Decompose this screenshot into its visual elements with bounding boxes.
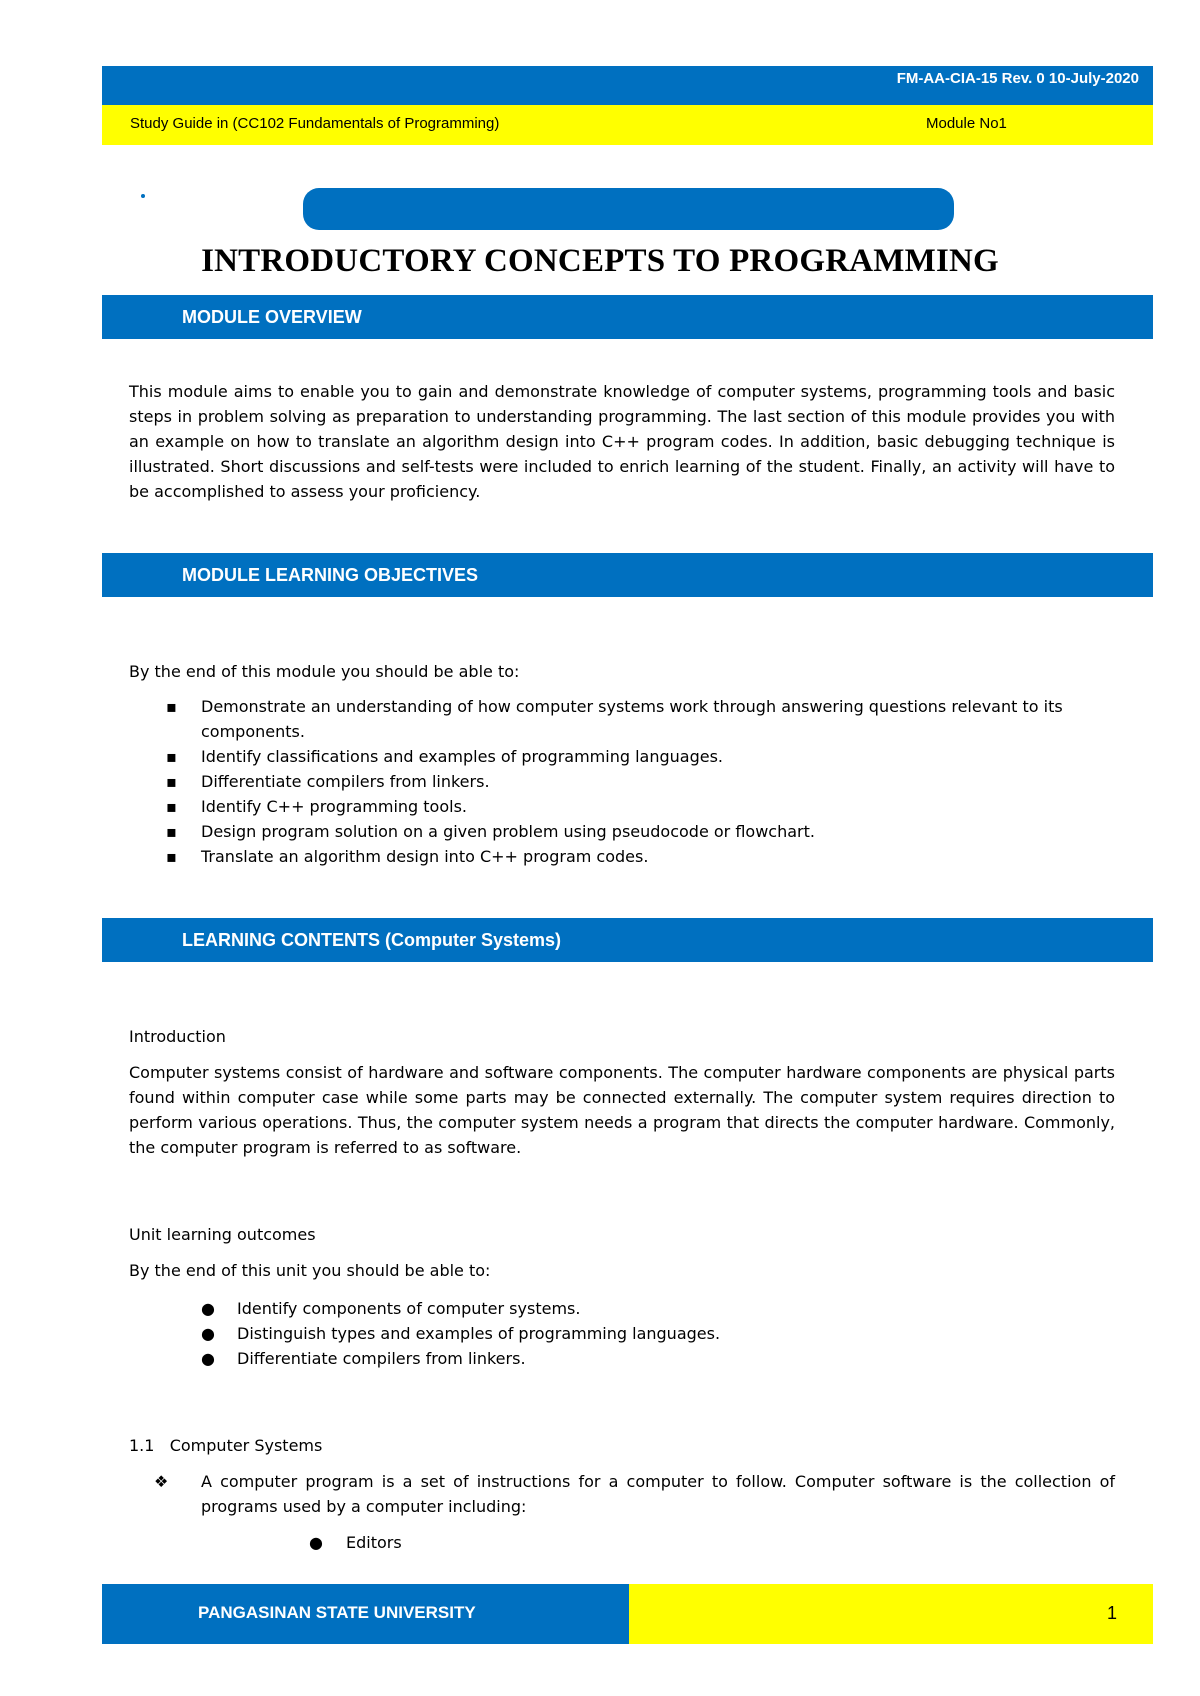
header-study-guide-bar — [102, 105, 1153, 145]
outcomes-list — [129, 1296, 1115, 1371]
list-item: ● Editors — [129, 1530, 1115, 1555]
list-item: ▪ Design program solution on a given problem using pseudocode or flowchart. — [129, 819, 1115, 844]
list-item: ▪ Identify C++ programming tools. — [129, 794, 1115, 819]
section-header-overview — [102, 295, 1153, 339]
page-title: INTRODUCTORY CONCEPTS TO PROGRAMMING — [201, 243, 999, 279]
list-item: ▪ Translate an algorithm design into C++ program codes. — [129, 844, 1115, 869]
section-header-objectives — [102, 553, 1153, 597]
bullet-icon: ▪ — [166, 797, 177, 816]
list-item: ● Identify components of computer systems. — [129, 1296, 1115, 1321]
list-item: ▪ Demonstrate an understanding of how computer systems work through answering questions relevant to its components. — [129, 694, 1115, 744]
objectives-intro: By the end of this module you should be able to: — [129, 662, 520, 681]
subsection-heading — [129, 1433, 322, 1458]
page-number: 1 — [1106, 1603, 1117, 1623]
diamond-bullet-icon: ❖ — [154, 1472, 169, 1491]
bullet-icon: ▪ — [166, 697, 177, 716]
introduction-heading: Introduction — [129, 1027, 226, 1046]
bullet-icon: ▪ — [166, 747, 177, 766]
decorative-dot — [141, 194, 145, 198]
outcomes-heading: Unit learning outcomes — [129, 1225, 316, 1244]
subsection-sublist — [129, 1530, 1115, 1555]
list-item: ▪ Differentiate compilers from linkers. — [129, 769, 1115, 794]
bullet-icon: ● — [201, 1299, 215, 1318]
list-item: ● Differentiate compilers from linkers. — [129, 1346, 1115, 1371]
outcomes-intro: By the end of this unit you should be able to: — [129, 1261, 491, 1280]
section-heading: LEARNING CONTENTS (Computer Systems) — [182, 930, 562, 950]
module-number: Module No1 — [926, 115, 1007, 132]
header-doc-code-bar — [102, 66, 1153, 105]
section-header-contents — [102, 918, 1153, 962]
objectives-list — [129, 694, 1115, 869]
bullet-icon: ▪ — [166, 822, 177, 841]
overview-paragraph: This module aims to enable you to gain and demonstrate knowledge of computer systems, programming tools and basic steps in problem solving as preparation to understanding programming. The last section of this module provides you with an example on how to translate an algorithm design into C++ program codes. In addition, basic debugging technique is illustrated. Short discussions and self-tests were included to enrich learning of the student. Finally, an activity will have to be accomplished to assess your proficiency. — [129, 382, 1115, 501]
footer-page-bar — [629, 1584, 1153, 1644]
bullet-icon: ▪ — [166, 772, 177, 791]
list-item: ▪ Identify classifications and examples of programming languages. — [129, 744, 1115, 769]
bullet-icon: ● — [201, 1324, 215, 1343]
introduction-paragraph: Computer systems consist of hardware and software components. The computer hardware components are physical parts found within computer case while some parts may be connected externally. The computer system requires direction to perform various operations. Thus, the computer system needs a program that directs the computer hardware. Commonly, the computer program is referred to as software. — [129, 1063, 1115, 1157]
subsection-number: 1.1 — [129, 1436, 155, 1455]
list-item: ● Distinguish types and examples of programming languages. — [129, 1321, 1115, 1346]
section-heading: MODULE LEARNING OBJECTIVES — [182, 565, 479, 585]
bullet-icon: ● — [201, 1349, 215, 1368]
title-banner-shape — [303, 188, 954, 230]
document-code: FM-AA-CIA-15 Rev. 0 10-July-2020 — [896, 70, 1139, 87]
study-guide-label: Study Guide in (CC102 Fundamentals of Programming) — [130, 115, 500, 132]
subsection-title: Computer Systems — [169, 1436, 323, 1455]
bullet-icon: ● — [309, 1533, 323, 1552]
bullet-icon: ▪ — [166, 847, 177, 866]
subsection-point: ❖ A computer program is a set of instructions for a computer to follow. Computer software is the collection of programs used by a computer including: — [129, 1469, 1115, 1519]
section-heading: MODULE OVERVIEW — [182, 307, 362, 327]
footer-university-bar — [102, 1584, 629, 1644]
university-name: PANGASINAN STATE UNIVERSITY — [198, 1603, 476, 1622]
